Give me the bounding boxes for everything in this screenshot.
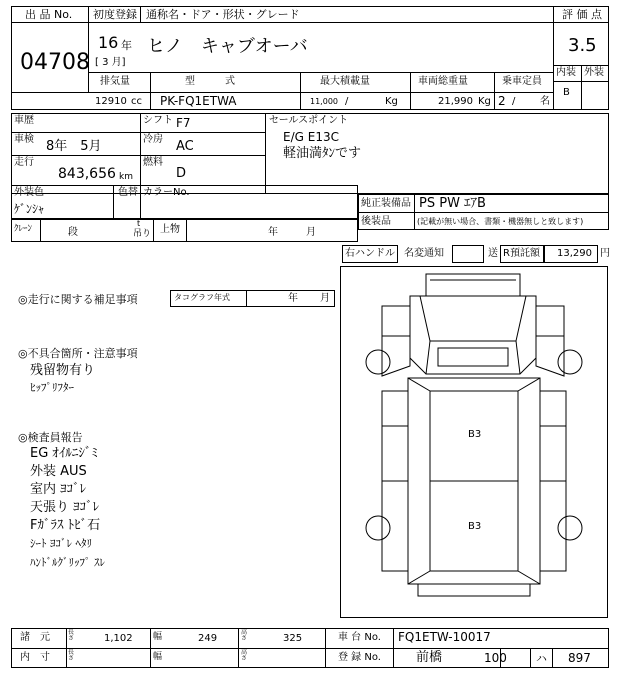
chassis-no-value: FQ1ETW-10017 xyxy=(398,630,491,644)
crane-label: ｸﾚｰﾝ xyxy=(14,224,33,234)
rating-score: 3.5 xyxy=(568,35,597,56)
width-value: 249 xyxy=(198,633,218,644)
ac-label: 冷房 xyxy=(143,134,163,145)
height-label-inner: 高さ xyxy=(241,649,248,663)
inspection-value: 8年 5月 xyxy=(46,139,102,154)
length-value: 1,102 xyxy=(104,633,133,644)
fuel-value: D xyxy=(176,166,187,181)
interior-dims-label: 内 寸 xyxy=(20,652,50,663)
registration-kana: ハ xyxy=(536,652,547,665)
aftermarket-label: 後装品 xyxy=(361,216,391,227)
inspector-line: 天張り ﾖｺﾞﾚ xyxy=(30,500,100,515)
recycle-tax-label: R預託額 xyxy=(503,248,540,259)
tachograph-label: タコグラフ年式 xyxy=(174,293,230,302)
history-label: 車歴 xyxy=(14,115,34,126)
max-load-unit: Kg xyxy=(385,96,398,107)
tax-prefix: 送 xyxy=(488,248,498,259)
mileage-value: 843,656 xyxy=(58,166,116,182)
max-load-value: 11,000 xyxy=(310,97,338,106)
name-change-label: 名変通知 xyxy=(404,248,444,259)
shift-value: F7 xyxy=(176,116,191,130)
ac-value: AC xyxy=(176,139,194,154)
interior-grade-label: 内装 xyxy=(556,67,576,78)
width-label: 幅 xyxy=(153,632,163,642)
registration-area: 前橋 xyxy=(416,650,443,665)
car-name: ヒノ キャブオーバ xyxy=(147,36,308,57)
first-registration-label: 初度登録 xyxy=(93,8,137,21)
length-label: 長さ xyxy=(68,629,75,643)
factory-equipment-label: 純正装備品 xyxy=(361,198,411,209)
aftermarket-note: (記載が無い場合、書類・機器無しと致します) xyxy=(417,217,584,226)
registration-year: 16 xyxy=(98,33,119,52)
length-label-inner: 長さ xyxy=(68,649,75,663)
shift-label: シフト xyxy=(143,115,173,126)
chassis-no-label: 車 台 No. xyxy=(338,632,381,643)
rhd-label: 右ハンドル xyxy=(345,248,395,259)
inspector-line: Fｶﾞﾗｽ ﾄﾋﾞ石 xyxy=(30,518,101,533)
displacement-unit: cc xyxy=(131,96,142,107)
displacement-label: 排気量 xyxy=(100,76,130,87)
damage-mark-lower: B3 xyxy=(468,521,482,532)
registration-no-label: 登 録 No. xyxy=(338,652,381,663)
lot-number: 04708 xyxy=(20,50,90,75)
inspection-label: 車検 xyxy=(14,134,34,145)
driving-notes-title: ◎走行に関する補足事項 xyxy=(18,293,138,306)
truck-diagram xyxy=(340,266,608,618)
width-label-inner: 幅 xyxy=(153,652,163,662)
lot-no-label: 出 品 No. xyxy=(25,8,73,21)
rating-label: 評 価 点 xyxy=(562,8,602,21)
tachograph-year-unit: 年 xyxy=(288,293,298,304)
defect-line: 残留物有り xyxy=(30,363,96,378)
registration-number: 897 xyxy=(568,651,591,665)
damage-mark-upper: B3 xyxy=(468,429,482,440)
capacity-value: 2 xyxy=(498,94,506,108)
sales-point-label: セールスポイント xyxy=(269,115,349,126)
exterior-grade-label: 外装 xyxy=(584,67,604,78)
top-body-year-unit: 年 xyxy=(268,227,278,238)
capacity-unit: 名 xyxy=(540,96,550,107)
factory-equipment-value: PS PW ｴｱB xyxy=(419,196,486,211)
recycle-tax-value: 13,290 xyxy=(557,248,592,259)
crane-suspend-label: 吊り xyxy=(133,229,152,239)
inspector-report-title: ◎検査員報告 xyxy=(18,431,83,444)
top-body-month-unit: 月 xyxy=(306,227,316,238)
max-load-label: 最大積載量 xyxy=(320,76,370,87)
crane-ton-label: t xyxy=(137,219,141,228)
displacement-value: 12910 xyxy=(95,96,127,107)
model-code-label: 型 式 xyxy=(185,76,235,87)
gross-weight-value: 21,990 xyxy=(438,96,473,107)
year-unit: 年 xyxy=(121,39,132,52)
top-body-label: 上物 xyxy=(160,224,180,235)
capacity-label: 乗車定員 xyxy=(502,76,542,87)
exterior-color-value: ｹﾞﾝｼｬ xyxy=(14,202,45,216)
interior-grade-value: B xyxy=(563,87,570,98)
tachograph-month-unit: 月 xyxy=(320,293,330,304)
mileage-label: 走行 xyxy=(14,157,34,168)
sales-point-line-1: E/G E13C xyxy=(283,130,339,144)
height-label: 高さ xyxy=(241,629,248,643)
mileage-unit: km xyxy=(119,172,133,182)
max-load-slash: / xyxy=(345,96,349,107)
recycle-tax-unit: 円 xyxy=(600,248,610,259)
color-code-label: カラーNo. xyxy=(143,187,190,198)
gross-weight-label: 車両総重量 xyxy=(418,76,468,87)
inspector-line: 外装 AUS xyxy=(30,464,87,479)
inspector-line: ﾊﾝﾄﾞﾙｸﾞﾘｯﾌﾟ ｽﾚ xyxy=(30,556,105,569)
sales-point-line-2: 軽油満ﾀﾝです xyxy=(283,146,362,161)
defect-line: ﾋｯﾌﾟﾘﾌﾀｰ xyxy=(30,381,74,394)
dimensions-label: 諸 元 xyxy=(20,632,50,643)
defects-title: ◎不具合箇所・注意事項 xyxy=(18,347,138,360)
crane-stage-label: 段 xyxy=(68,227,78,238)
height-value: 325 xyxy=(283,633,303,644)
name-change-box xyxy=(452,245,484,263)
gross-weight-unit: Kg xyxy=(478,96,491,107)
model-description-label: 通称名・ドア・形状・グレード xyxy=(146,8,300,21)
color-change-label: 色替 xyxy=(118,187,138,198)
inspector-line: EG ｵｲﾙﾆｼﾞﾐ xyxy=(30,446,98,461)
inspector-line: 室内 ﾖｺﾞﾚ xyxy=(30,482,87,497)
model-code-value: PK-FQ1ETWA xyxy=(160,94,237,108)
fuel-label: 燃料 xyxy=(143,157,163,168)
inspector-line: ｼｰﾄ ﾖｺﾞﾚ ﾍﾀﾘ xyxy=(30,537,92,550)
registration-month: [ 3 月] xyxy=(95,57,126,68)
capacity-slash: / xyxy=(512,96,516,107)
exterior-color-label: 外装色 xyxy=(14,187,44,198)
registration-class: 100 xyxy=(484,651,507,665)
